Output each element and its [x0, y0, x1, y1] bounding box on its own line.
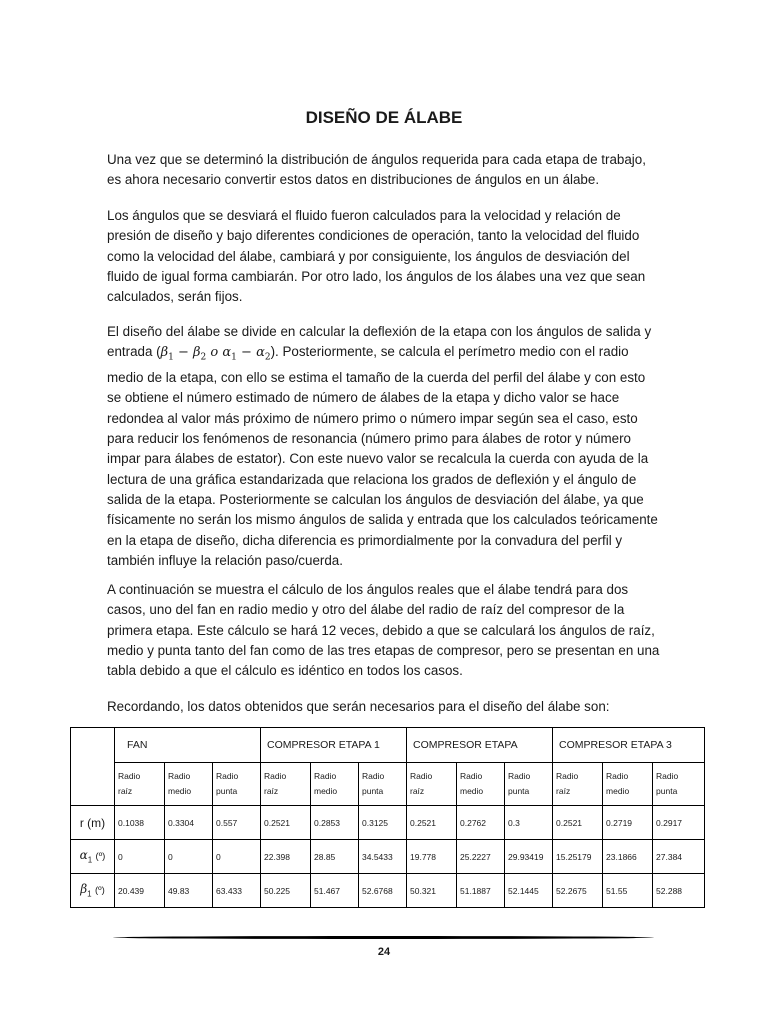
subheader-cell: Radio raíz — [115, 763, 165, 806]
group-header-stage-2: COMPRESOR ETAPA — [407, 728, 553, 763]
table-cell: 0.3304 — [165, 806, 213, 840]
table-row-alpha1 — [71, 840, 705, 874]
table-cell: 0.2521 — [261, 806, 311, 840]
group-header-stage-3: COMPRESOR ETAPA 3 — [553, 728, 705, 763]
table-corner-cell — [71, 728, 115, 806]
subheader-cell: Radio punta — [213, 763, 261, 806]
paragraph-blade-design — [107, 322, 663, 571]
subheader-cell: Radio medio — [165, 763, 213, 806]
table-cell: 27.384 — [653, 840, 705, 874]
table-cell: 0.2521 — [553, 806, 603, 840]
row-label-beta1: $\beta_1$ (º) — [71, 874, 115, 908]
table-cell: 19.778 — [407, 840, 457, 874]
table-cell: 63.433 — [213, 874, 261, 908]
paragraph-recap: Recordando, los datos obtenidos que serán necesarios para el diseño del álabe son: — [107, 699, 610, 714]
page-title: DISEÑO DE ÁLABE — [305, 108, 463, 127]
table-cell: 25.2227 — [457, 840, 505, 874]
table-cell: 51.467 — [311, 874, 359, 908]
angle-formula: $\beta_1 - \beta_2$ o $\alpha_1 - \alpha_2$ — [160, 345, 271, 363]
table-cell: 50.321 — [407, 874, 457, 908]
table-cell: 0.3125 — [359, 806, 407, 840]
table-cell: 20.439 — [115, 874, 165, 908]
table-cell: 23.1866 — [603, 840, 653, 874]
table-subheader-row — [71, 763, 705, 806]
table-group-header-row — [71, 728, 705, 763]
table-cell: 52.6768 — [359, 874, 407, 908]
table-cell: 0.2521 — [407, 806, 457, 840]
table-cell: 22.398 — [261, 840, 311, 874]
group-header-stage-1: COMPRESOR ETAPA 1 — [261, 728, 407, 763]
paragraph-intro: Una vez que se determinó la distribución de ángulos requerida para cada etapa de trabajo, es ahora necesario convertir estos datos en distribuciones de ángulos en un álabe. — [107, 152, 646, 188]
row-label-alpha1: $\alpha_1$ (º) — [71, 840, 115, 874]
page-number: 24 — [377, 946, 391, 958]
row-label-radius: r (m) — [71, 806, 115, 840]
table-cell: 0.2762 — [457, 806, 505, 840]
subheader-cell: Radio raíz — [553, 763, 603, 806]
paragraph-fluid-angles: Los ángulos que se desviará el fluido fueron calculados para la velocidad y relación de presión de diseño y bajo diferentes condiciones de operación, tanto la velocidad del fluido como la velocidad del álabe, cambiará y por consiguiente, los ángulos de desviación del fluido de igual forma cambiarán. Por otro lado, los ángulos de los álabes una vez que sean calculados, serán fijos. — [107, 208, 646, 305]
subheader-cell: Radio punta — [359, 763, 407, 806]
table-cell: 34.5433 — [359, 840, 407, 874]
table-cell: 50.225 — [261, 874, 311, 908]
table-cell: 0.1038 — [115, 806, 165, 840]
table-cell: 52.1445 — [505, 874, 553, 908]
subheader-cell: Radio medio — [311, 763, 359, 806]
table-cell: 0 — [115, 840, 165, 874]
subheader-cell: Radio medio — [603, 763, 653, 806]
blade-data-table — [70, 727, 705, 908]
table-cell: 51.1887 — [457, 874, 505, 908]
subheader-cell: Radio medio — [457, 763, 505, 806]
table-cell: 49.83 — [165, 874, 213, 908]
table-cell: 28.85 — [311, 840, 359, 874]
subheader-cell: Radio raíz — [407, 763, 457, 806]
subheader-cell: Radio punta — [505, 763, 553, 806]
p3-text-before: El diseño del álabe se divide en calcular la deflexión de la etapa con los ángulos de salida y entrada ( — [107, 324, 652, 360]
table-cell: 0 — [213, 840, 261, 874]
table-cell: 0.2917 — [653, 806, 705, 840]
table-cell: 51.55 — [603, 874, 653, 908]
table-row-radius — [71, 806, 705, 840]
subheader-cell: Radio raíz — [261, 763, 311, 806]
table-cell: 0.2853 — [311, 806, 359, 840]
footer-divider — [113, 936, 654, 939]
table-cell: 15.25179 — [553, 840, 603, 874]
table-cell: 0.3 — [505, 806, 553, 840]
table-cell: 52.2675 — [553, 874, 603, 908]
table-cell: 52.288 — [653, 874, 705, 908]
p3-text-after: ). Posteriormente, se calcula el perímetro medio con el radio medio de la etapa, con ello se estima el tamaño de la cuerda del perfil del álabe y con esto se obtiene el número estimado de número de álabes de la etapa y dicho valor se hace redondea al valor más próximo de número primo o número impar según sea el caso, esto para reducir los fenómenos de resonancia (número primo para álabes de rotor y número impar para álabes de estator). Con este nuevo valor se recalcula la cuerda con ayuda de la lectura de una gráfica estandarizada que relaciona los grados de deflexión y el ángulo de salida de la etapa. Posteriormente se calculan los ángulos de desviación del álabe, ya que físicamente no serán los mismo ángulos de salida y entrada que los calculados teóricamente en la etapa de diseño, dicha diferencia es primordialmente por la convadura del perfil y también influye la relación paso/cuerda. — [107, 344, 658, 568]
paragraph-calculation: A continuación se muestra el cálculo de los ángulos reales que el álabe tendrá para dos casos, uno del fan en radio medio y otro del álabe del radio de raíz del compresor de la primera etapa. Este cálculo se hará 12 veces, debido a que se calculará los ángulos de raíz, medio y punta tanto del fan como de las tres etapas de compresor, pero se presentan en una tabla debido a que el cálculo es idéntico en todos los casos. — [107, 582, 660, 679]
table-cell: 0.2719 — [603, 806, 653, 840]
table-cell: 0.557 — [213, 806, 261, 840]
table-cell: 0 — [165, 840, 213, 874]
table-row-beta1 — [71, 874, 705, 908]
subheader-cell: Radio punta — [653, 763, 705, 806]
group-header-fan: FAN — [115, 728, 261, 763]
table-cell: 29.93419 — [505, 840, 553, 874]
